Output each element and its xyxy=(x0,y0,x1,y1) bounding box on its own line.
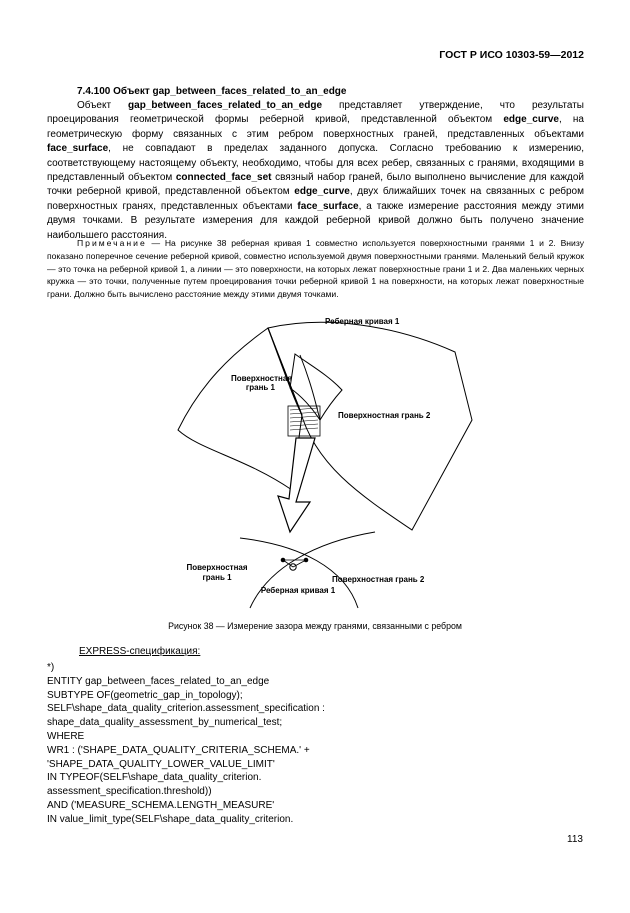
paragraph-text: , не совпадают в пределах заданного допуска. Согласно требованию к измерению, соответствующему настоящему объекту, необходимо, чтобы для всех ребер, связанных с гранями, входящими в представленный объектом xyxy=(47,143,584,184)
face-1-outline xyxy=(178,328,302,490)
paragraph-text: Объект xyxy=(77,100,129,111)
express-code: *) ENTITY gap_between_faces_related_to_an_edge SUBTYPE OF(geometric_gap_in_topology); SELF\shape_data_quality_criterion.assessment_specification : shape_data_quality_assessment_by_numerical_test; WHERE WR1 : ('SHAPE_DATA_QUALITY_CRITERIA_SCHEMA.' + 'SHAPE_DATA_QUALITY_LOWER_VALUE_LIMIT' IN TYPEOF(SELF\shape_data_quality_criterion. assessment_specification.threshold)) AND ('MEASURE_SCHEMA.LENGTH_MEASURE' IN value_limit_type(SELF\shape_data_quality_criterion. xyxy=(47,662,325,825)
paragraph-text: , двух ближайших точек на связанных с ребром поверхностных гранях, представленных объектами xyxy=(47,186,584,212)
label-face-1-top: грань 1 xyxy=(245,383,275,392)
figure-caption: Рисунок 38 — Измерение зазора между гранями, связанными с ребром xyxy=(168,621,462,631)
paragraph-text: связный набор граней, было выполнено вычисление для каждой точки реберной кривой, представленной объектом xyxy=(47,172,584,198)
entity-name: gap_between_faces_related_to_an_edge xyxy=(128,100,323,111)
cross-section-wedge xyxy=(290,354,342,420)
face-2-outline xyxy=(268,322,472,530)
section-title: 7.4.100 Объект gap_between_faces_related_to_an_edge xyxy=(77,86,347,97)
surface-line-1 xyxy=(240,538,358,608)
label-edge-curve-top: Реберная кривая 1 xyxy=(325,317,400,326)
note-label: Примечание xyxy=(77,238,147,248)
figure-38 xyxy=(150,310,480,610)
entity-name: edge_curve xyxy=(503,114,559,126)
label-face-1-top: Поверхностная xyxy=(230,374,292,383)
paragraph-text: , а также измерение расстояния между этими двумя точками. В результате измерения для каждой реберной кривой должно быть получено значение наибольшего расстояния. xyxy=(47,200,585,241)
express-heading: EXPRESS-спецификация: xyxy=(79,646,201,657)
entity-name: connected_face_set xyxy=(175,172,272,184)
page-header: ГОСТ Р ИСО 10303-59—2012 xyxy=(439,49,584,61)
paragraph-text: представляет утверждение, что результаты проецирования геометрической формы реберной кривой, представленной объектом xyxy=(47,100,584,126)
note-text: — На рисунке 38 реберная кривая 1 совместно используется поверхностными гранями 1 и 2. Внизу показано поперечное сечение реберной кривой, совместно используемой двумя поверхностными гранями. Маленький белый кружок — это точка на реберной кривой 1, а линии — это поверхности, на которых лежат поверхностные грани 1 и 2. Два маленьких черных кружка — это точки, полученные путем проецирования точки реберной кривой 1 на поверхности, на которых лежат поверхностные грани. Должно быть вычислено расстояние между этими двумя точками. xyxy=(47,238,584,300)
label-face-2-bottom: Поверхностная грань 2 xyxy=(332,575,425,584)
label-edge-curve-bottom: Реберная кривая 1 xyxy=(260,586,336,595)
surface-line-2 xyxy=(250,532,375,608)
entity-name: face_surface xyxy=(297,200,359,212)
label-face-1-bottom: грань 1 xyxy=(202,573,232,582)
entity-name: edge_curve xyxy=(294,186,350,198)
figure-diagram xyxy=(150,310,480,610)
note xyxy=(47,237,584,301)
paragraph-text: , на геометрическую форму связанных с этим ребром поверхностных граней, представленных объектами xyxy=(47,114,584,140)
page-number: 113 xyxy=(567,834,583,845)
entity-name: face_surface xyxy=(47,143,109,155)
body-paragraph xyxy=(47,99,584,243)
label-face-1-bottom: Поверхностная xyxy=(186,563,248,572)
label-face-2-top: Поверхностная грань 2 xyxy=(338,411,431,420)
